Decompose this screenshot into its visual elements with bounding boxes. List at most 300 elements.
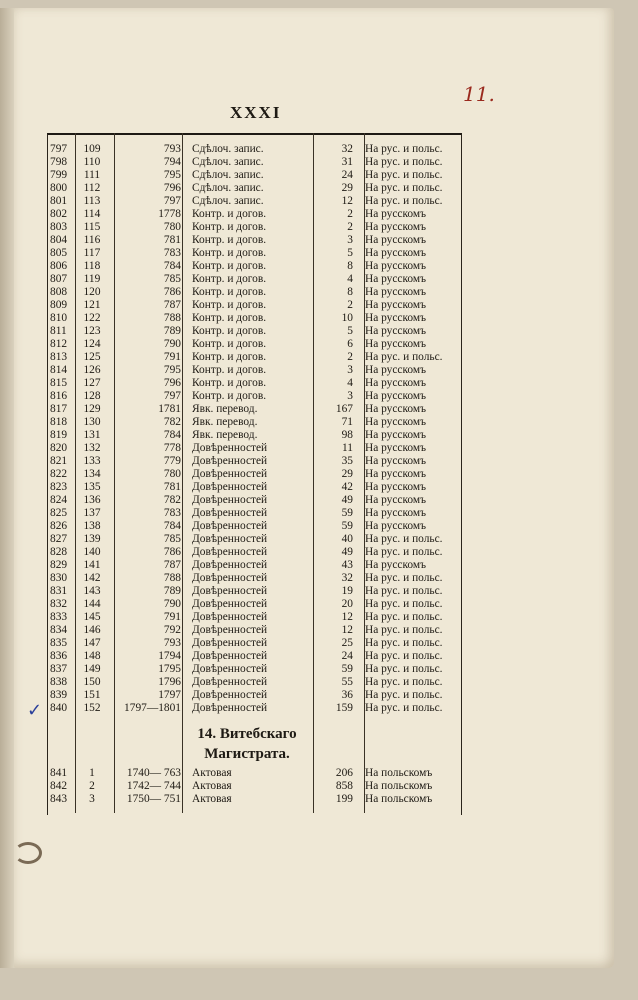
page-number: XXXI (230, 103, 282, 122)
record-count: 36 (341, 689, 353, 701)
record-count: 10 (341, 312, 353, 324)
language: На рус. и польс. (365, 676, 443, 688)
reference: 788 (163, 572, 181, 584)
row-number: 827 (50, 533, 68, 545)
record-count: 29 (341, 182, 353, 194)
record-kind: Контр. и догов. (192, 364, 267, 376)
language: На русскомъ (365, 325, 427, 337)
table-row (47, 143, 460, 156)
sub-number: 132 (83, 442, 101, 454)
record-count: 199 (335, 793, 353, 805)
record-kind: Актовая (192, 767, 232, 779)
row-number: 798 (50, 156, 68, 168)
row-number: 813 (50, 351, 68, 363)
language: На русскомъ (365, 234, 427, 246)
row-number: 807 (50, 273, 68, 285)
table-row (47, 455, 460, 468)
record-kind: Довѣренностей (192, 559, 268, 571)
sub-number: 131 (83, 429, 101, 441)
language: На польскомъ (365, 767, 433, 779)
record-kind: Довѣренностей (192, 546, 268, 558)
row-number: 825 (50, 507, 68, 519)
record-kind: Актовая (192, 793, 232, 805)
sub-number: 116 (83, 234, 101, 246)
record-kind: Довѣренностей (192, 689, 268, 701)
row-number: 821 (50, 455, 68, 467)
language: На русскомъ (365, 429, 427, 441)
table-row (47, 468, 460, 481)
record-count: 29 (341, 468, 353, 480)
reference: 795 (163, 169, 181, 181)
sub-number: 123 (83, 325, 101, 337)
reference: 784 (163, 520, 181, 532)
record-count: 858 (335, 780, 353, 792)
table-row (47, 260, 460, 273)
row-number: 812 (50, 338, 68, 350)
language: На рус. и польс. (365, 156, 443, 168)
reference: 782 (163, 416, 181, 428)
reference: 784 (163, 260, 181, 272)
record-count: 98 (341, 429, 353, 441)
table-row (47, 156, 460, 169)
record-count: 4 (347, 273, 353, 285)
sub-number: 111 (83, 169, 101, 181)
record-count: 31 (341, 156, 353, 168)
sub-number: 148 (83, 650, 101, 662)
reference: 785 (163, 533, 181, 545)
record-kind: Довѣренностей (192, 494, 268, 506)
record-count: 55 (341, 676, 353, 688)
sub-number: 128 (83, 390, 101, 402)
table-row (47, 507, 460, 520)
record-kind: Довѣренностей (192, 663, 268, 675)
reference: 779 (163, 455, 181, 467)
row-number: 806 (50, 260, 68, 272)
row-number: 828 (50, 546, 68, 558)
language: На русскомъ (365, 364, 427, 376)
language: На русскомъ (365, 468, 427, 480)
table-row (47, 221, 460, 234)
language: На русскомъ (365, 559, 427, 571)
reference: 790 (163, 338, 181, 350)
sub-number: 151 (83, 689, 101, 701)
record-count: 3 (347, 364, 353, 376)
reference: 793 (163, 637, 181, 649)
row-number: 843 (50, 793, 68, 805)
record-kind: Контр. и догов. (192, 247, 267, 259)
language: На русскомъ (365, 377, 427, 389)
table-row (47, 416, 460, 429)
record-kind: Довѣренностей (192, 650, 268, 662)
reference: 796 (163, 182, 181, 194)
language: На русскомъ (365, 286, 427, 298)
language: На русскомъ (365, 260, 427, 272)
table-row (47, 182, 460, 195)
language: На русскомъ (365, 403, 427, 415)
row-number: 837 (50, 663, 68, 675)
reference: 795 (163, 364, 181, 376)
section-title-line1: 14. Витебскаго (197, 726, 297, 742)
record-count: 2 (347, 208, 353, 220)
record-kind: Сдѣлоч. запис. (192, 156, 264, 168)
row-number: 803 (50, 221, 68, 233)
language: На русскомъ (365, 442, 427, 454)
row-number: 836 (50, 650, 68, 662)
table-row (47, 494, 460, 507)
reference: 1778 (158, 208, 181, 220)
record-count: 59 (341, 663, 353, 675)
sub-number: 145 (83, 611, 101, 623)
language: На рус. и польс. (365, 702, 443, 714)
binder-ring (14, 842, 42, 864)
sub-number: 147 (83, 637, 101, 649)
reference: 781 (163, 234, 181, 246)
language: На рус. и польс. (365, 572, 443, 584)
row-number: 822 (50, 468, 68, 480)
record-kind: Контр. и догов. (192, 208, 267, 220)
record-count: 40 (341, 533, 353, 545)
record-kind: Довѣренностей (192, 624, 268, 636)
sub-number: 124 (83, 338, 101, 350)
sub-number: 141 (83, 559, 101, 571)
record-kind: Сдѣлоч. запис. (192, 182, 264, 194)
record-kind: Довѣренностей (192, 611, 268, 623)
reference: 1795 (158, 663, 181, 675)
language: На рус. и польс. (365, 624, 443, 636)
table-row (47, 273, 460, 286)
table-row (47, 390, 460, 403)
reference: 791 (163, 351, 181, 363)
sub-number: 144 (83, 598, 101, 610)
table-row (47, 611, 460, 624)
sub-number: 140 (83, 546, 101, 558)
table-row (47, 767, 460, 780)
reference: 783 (163, 247, 181, 259)
language: На рус. и польс. (365, 611, 443, 623)
record-kind: Контр. и догов. (192, 273, 267, 285)
reference: 793 (163, 143, 181, 155)
row-number: 838 (50, 676, 68, 688)
reference: 780 (163, 468, 181, 480)
record-kind: Контр. и догов. (192, 390, 267, 402)
table-row (47, 702, 460, 715)
sub-number: 127 (83, 377, 101, 389)
reference: 794 (163, 156, 181, 168)
section-title (187, 724, 307, 764)
record-kind: Довѣренностей (192, 702, 268, 714)
record-count: 3 (347, 234, 353, 246)
row-number: 839 (50, 689, 68, 701)
language: На рус. и польс. (365, 637, 443, 649)
reference: 784 (163, 429, 181, 441)
section-heading (47, 724, 460, 770)
language: На русскомъ (365, 273, 427, 285)
reference: 778 (163, 442, 181, 454)
record-count: 167 (335, 403, 353, 415)
language: На русскомъ (365, 338, 427, 350)
record-count: 206 (335, 767, 353, 779)
reference: 781 (163, 481, 181, 493)
record-count: 159 (335, 702, 353, 714)
table-row (47, 208, 460, 221)
row-number: 840 (50, 702, 68, 714)
record-kind: Сдѣлоч. запис. (192, 143, 264, 155)
table-row (47, 689, 460, 702)
language: На рус. и польс. (365, 598, 443, 610)
language: На рус. и польс. (365, 143, 443, 155)
table-row (47, 234, 460, 247)
sub-number: 129 (83, 403, 101, 415)
sub-number: 3 (89, 793, 95, 805)
record-count: 49 (341, 494, 353, 506)
reference: 1742— 744 (126, 780, 181, 792)
sub-number: 137 (83, 507, 101, 519)
reference: 796 (163, 377, 181, 389)
table-row (47, 650, 460, 663)
record-kind: Довѣренностей (192, 520, 268, 532)
sub-number: 126 (83, 364, 101, 376)
table-row (47, 533, 460, 546)
sub-number: 135 (83, 481, 101, 493)
record-kind: Контр. и догов. (192, 286, 267, 298)
row-number: 800 (50, 182, 68, 194)
table-row (47, 338, 460, 351)
row-number: 817 (50, 403, 68, 415)
reference: 787 (163, 299, 181, 311)
sub-number: 133 (83, 455, 101, 467)
record-kind: Довѣренностей (192, 507, 268, 519)
language: На рус. и польс. (365, 182, 443, 194)
registry-table (47, 143, 460, 715)
record-kind: Контр. и догов. (192, 351, 267, 363)
table-row (47, 169, 460, 182)
table-row (47, 598, 460, 611)
table-row (47, 559, 460, 572)
record-count: 8 (347, 286, 353, 298)
sub-number: 110 (83, 156, 101, 168)
row-number: 831 (50, 585, 68, 597)
record-count: 12 (341, 195, 353, 207)
table-row (47, 442, 460, 455)
row-number: 819 (50, 429, 68, 441)
row-number: 830 (50, 572, 68, 584)
row-number: 841 (50, 767, 68, 779)
sub-number: 136 (83, 494, 101, 506)
table-row (47, 364, 460, 377)
sub-number: 149 (83, 663, 101, 675)
language: На русскомъ (365, 312, 427, 324)
reference: 780 (163, 221, 181, 233)
reference: 785 (163, 273, 181, 285)
record-count: 8 (347, 260, 353, 272)
table-row (47, 637, 460, 650)
table-row (47, 286, 460, 299)
language: На русскомъ (365, 481, 427, 493)
sub-number: 142 (83, 572, 101, 584)
row-number: 823 (50, 481, 68, 493)
record-count: 43 (341, 559, 353, 571)
record-count: 5 (347, 325, 353, 337)
sub-number: 117 (83, 247, 101, 259)
language: На рус. и польс. (365, 195, 443, 207)
reference: 1794 (158, 650, 181, 662)
reference: 787 (163, 559, 181, 571)
row-number: 799 (50, 169, 68, 181)
reference: 786 (163, 546, 181, 558)
row-number: 824 (50, 494, 68, 506)
language: На рус. и польс. (365, 169, 443, 181)
record-kind: Довѣренностей (192, 572, 268, 584)
record-kind: Актовая (192, 780, 232, 792)
record-count: 2 (347, 299, 353, 311)
language: На рус. и польс. (365, 585, 443, 597)
reference: 783 (163, 507, 181, 519)
sub-number: 130 (83, 416, 101, 428)
sub-number: 138 (83, 520, 101, 532)
reference: 790 (163, 598, 181, 610)
record-kind: Сдѣлоч. запис. (192, 169, 264, 181)
record-count: 2 (347, 351, 353, 363)
record-count: 3 (347, 390, 353, 402)
handwritten-checkmark: ✓ (27, 700, 43, 721)
sub-number: 112 (83, 182, 101, 194)
table-row (47, 572, 460, 585)
sub-number: 2 (89, 780, 95, 792)
row-number: 833 (50, 611, 68, 623)
sub-number: 125 (83, 351, 101, 363)
table-row (47, 377, 460, 390)
language: На рус. и польс. (365, 663, 443, 675)
row-number: 805 (50, 247, 68, 259)
record-count: 42 (341, 481, 353, 493)
record-kind: Контр. и догов. (192, 377, 267, 389)
handwritten-page-mark: 11. (463, 82, 495, 106)
row-number: 797 (50, 143, 68, 155)
row-number: 829 (50, 559, 68, 571)
row-number: 842 (50, 780, 68, 792)
table-row (47, 676, 460, 689)
sub-number: 139 (83, 533, 101, 545)
row-number: 834 (50, 624, 68, 636)
record-count: 32 (341, 143, 353, 155)
table-row (47, 585, 460, 598)
language: На русскомъ (365, 455, 427, 467)
language: На польскомъ (365, 793, 433, 805)
sub-number: 152 (83, 702, 101, 714)
row-number: 814 (50, 364, 68, 376)
row-number: 801 (50, 195, 68, 207)
language: На русскомъ (365, 390, 427, 402)
sub-number: 134 (83, 468, 101, 480)
language: На рус. и польс. (365, 351, 443, 363)
record-kind: Контр. и догов. (192, 260, 267, 272)
row-number: 835 (50, 637, 68, 649)
table-row (47, 481, 460, 494)
section-title-line2: Магистрата. (204, 746, 290, 762)
row-number: 832 (50, 598, 68, 610)
record-kind: Довѣренностей (192, 533, 268, 545)
table-row (47, 663, 460, 676)
sub-number: 122 (83, 312, 101, 324)
record-kind: Довѣренностей (192, 676, 268, 688)
language: На русскомъ (365, 247, 427, 259)
record-count: 59 (341, 507, 353, 519)
table-row (47, 793, 460, 806)
table-row (47, 247, 460, 260)
record-count: 49 (341, 546, 353, 558)
language: На рус. и польс. (365, 689, 443, 701)
sub-number: 121 (83, 299, 101, 311)
row-number: 811 (50, 325, 67, 337)
sub-number: 1 (89, 767, 95, 779)
reference: 792 (163, 624, 181, 636)
sub-number: 115 (83, 221, 101, 233)
language: На рус. и польс. (365, 533, 443, 545)
record-count: 4 (347, 377, 353, 389)
sub-number: 119 (83, 273, 101, 285)
row-number: 810 (50, 312, 68, 324)
reference: 1797 (158, 689, 181, 701)
sub-number: 114 (83, 208, 101, 220)
table-row (47, 312, 460, 325)
sub-number: 120 (83, 286, 101, 298)
record-count: 6 (347, 338, 353, 350)
reference: 1796 (158, 676, 181, 688)
record-kind: Явк. перевод. (192, 416, 258, 428)
record-kind: Сдѣлоч. запис. (192, 195, 264, 207)
reference: 1740— 763 (126, 767, 181, 779)
row-number: 809 (50, 299, 68, 311)
record-kind: Контр. и догов. (192, 221, 267, 233)
row-number: 804 (50, 234, 68, 246)
table-row (47, 325, 460, 338)
row-number: 816 (50, 390, 68, 402)
record-count: 24 (341, 169, 353, 181)
table-row (47, 403, 460, 416)
language: На русскомъ (365, 507, 427, 519)
reference: 1797—1801 (124, 702, 181, 714)
record-kind: Довѣренностей (192, 585, 268, 597)
record-kind: Контр. и догов. (192, 338, 267, 350)
reference: 786 (163, 286, 181, 298)
row-number: 815 (50, 377, 68, 389)
reference: 1750— 751 (126, 793, 181, 805)
language: На русскомъ (365, 208, 427, 220)
registry-table-section-14 (47, 767, 460, 806)
language: На русскомъ (365, 221, 427, 233)
row-number: 818 (50, 416, 68, 428)
row-number: 826 (50, 520, 68, 532)
row-number: 808 (50, 286, 68, 298)
record-count: 12 (341, 611, 353, 623)
table-row (47, 546, 460, 559)
reference: 797 (163, 195, 181, 207)
language: На польскомъ (365, 780, 433, 792)
record-kind: Контр. и догов. (192, 299, 267, 311)
language: На русскомъ (365, 416, 427, 428)
record-kind: Довѣренностей (192, 481, 268, 493)
table-row (47, 195, 460, 208)
reference: 797 (163, 390, 181, 402)
table-row (47, 299, 460, 312)
record-count: 19 (341, 585, 353, 597)
record-count: 24 (341, 650, 353, 662)
sub-number: 109 (83, 143, 101, 155)
record-count: 71 (341, 416, 353, 428)
table-row (47, 780, 460, 793)
record-count: 12 (341, 624, 353, 636)
record-count: 25 (341, 637, 353, 649)
